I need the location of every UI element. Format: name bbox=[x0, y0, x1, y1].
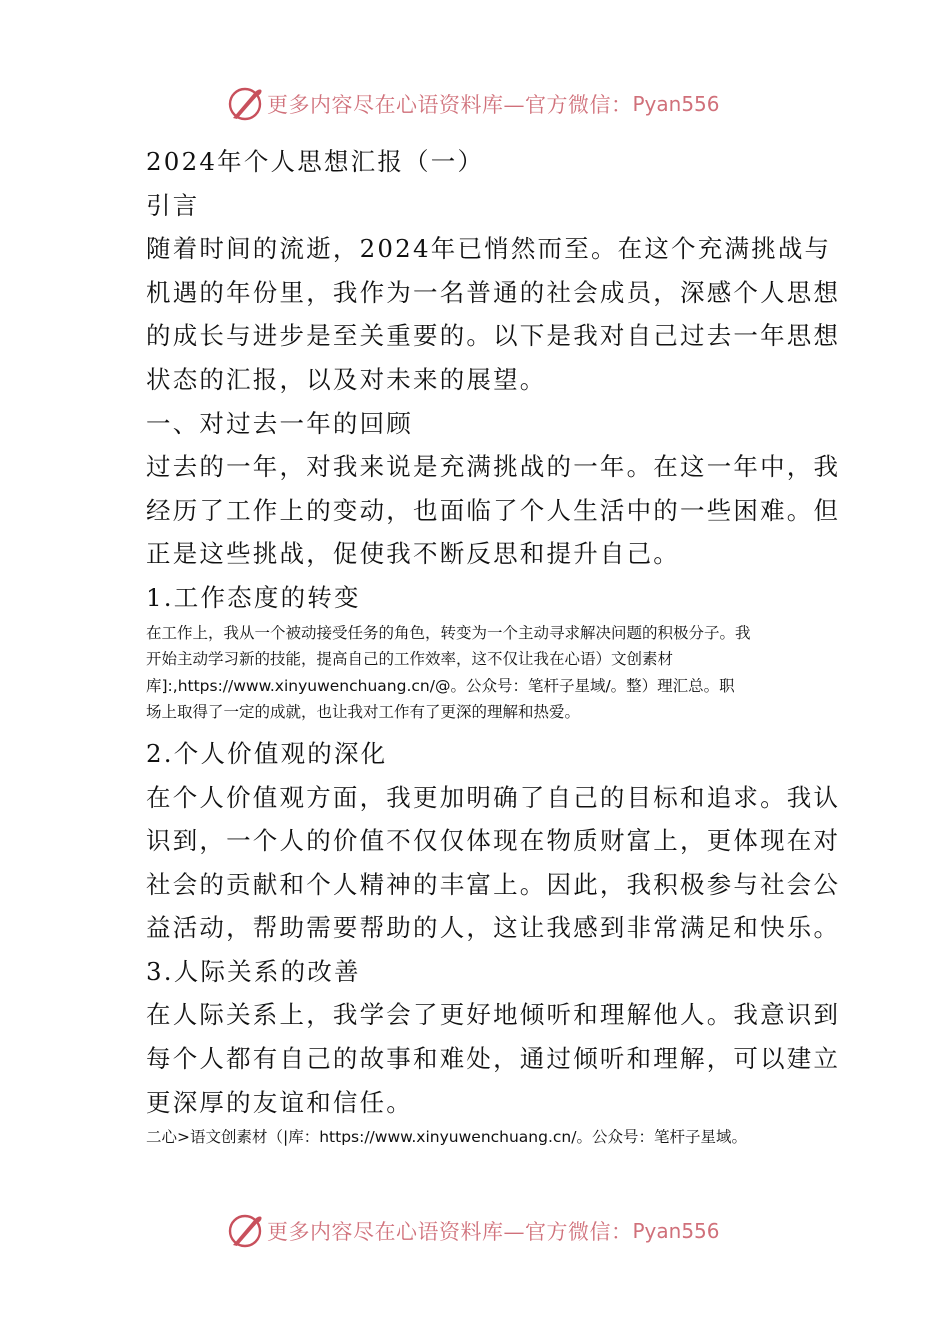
footer-banner bbox=[225, 1209, 720, 1253]
paragraph-line: 开始主动学习新的技能，提高自己的工作效率，这不仅让我在心语）文创素材 bbox=[146, 650, 674, 669]
document-body bbox=[146, 140, 841, 1151]
header-banner bbox=[225, 82, 720, 126]
paragraph-line: 识到，一个人的价值不仅仅体现在物质财富上，更体现在对 bbox=[146, 826, 841, 856]
paragraph-line: 随着时间的流逝，2024年已悄然而至。在这个充满挑战与 bbox=[146, 234, 832, 264]
subsection-heading: 1.工作态度的转变 bbox=[146, 582, 361, 612]
paragraph-line: 每个人都有自己的故事和难处，通过倾听和理解，可以建立 bbox=[146, 1044, 841, 1074]
wechat-id: Pyan556 bbox=[632, 92, 720, 116]
paragraph-line: 的成长与进步是至关重要的。以下是我对自己过去一年思想 bbox=[146, 321, 841, 351]
paragraph-line: 经历了工作上的变动，也面临了个人生活中的一些困难。但 bbox=[146, 495, 841, 525]
paragraph-line: 社会的贡献和个人精神的丰富上。因此，我积极参与社会公 bbox=[146, 869, 841, 899]
paragraph-line: 更深厚的友谊和信任。 bbox=[146, 1087, 413, 1117]
paragraph-line: 在人际关系上，我学会了更好地倾听和理解他人。我意识到 bbox=[146, 1000, 841, 1030]
paragraph-line: 在工作上，我从一个被动接受任务的角色，转变为一个主动寻求解决问题的积极分子。我 bbox=[146, 623, 751, 642]
document-title: 2024年个人思想汇报（一） bbox=[146, 147, 485, 176]
quill-logo-icon bbox=[225, 1211, 265, 1251]
subsection-heading: 2.个人价值观的深化 bbox=[146, 738, 388, 768]
quill-logo-icon bbox=[225, 84, 265, 124]
paragraph-line: 场上取得了一定的成就，也让我对工作有了更深的理解和热爱。 bbox=[146, 703, 581, 722]
footer-note: 二心>语文创素材（|库：https://www.xinyuwenchuang.cn/。公众号：笔杆子星域。 bbox=[146, 1128, 747, 1147]
paragraph-line: 在个人价值观方面，我更加明确了自己的目标和追求。我认 bbox=[146, 782, 841, 812]
wechat-id: Pyan556 bbox=[632, 1219, 720, 1243]
paragraph-line: 状态的汇报，以及对未来的展望。 bbox=[146, 364, 547, 394]
section-heading: 一、对过去一年的回顾 bbox=[146, 408, 413, 438]
banner-text: 更多内容尽在心语资料库—官方微信： bbox=[267, 93, 633, 117]
paragraph-line: 库]:,https://www.xinyuwenchuang.cn/@。公众号：笔杆子星域/。整）理汇总。职 bbox=[146, 676, 735, 695]
paragraph-line: 过去的一年，对我来说是充满挑战的一年。在这一年中，我 bbox=[146, 452, 841, 482]
paragraph-line: 机遇的年份里，我作为一名普通的社会成员，深感个人思想 bbox=[146, 277, 841, 307]
banner-text: 更多内容尽在心语资料库—官方微信： bbox=[267, 1220, 633, 1244]
intro-heading: 引言 bbox=[146, 190, 200, 220]
subsection-heading: 3.人际关系的改善 bbox=[146, 956, 361, 986]
paragraph-line: 正是这些挑战，促使我不断反思和提升自己。 bbox=[146, 539, 680, 569]
paragraph-line: 益活动，帮助需要帮助的人，这让我感到非常满足和快乐。 bbox=[146, 913, 841, 943]
